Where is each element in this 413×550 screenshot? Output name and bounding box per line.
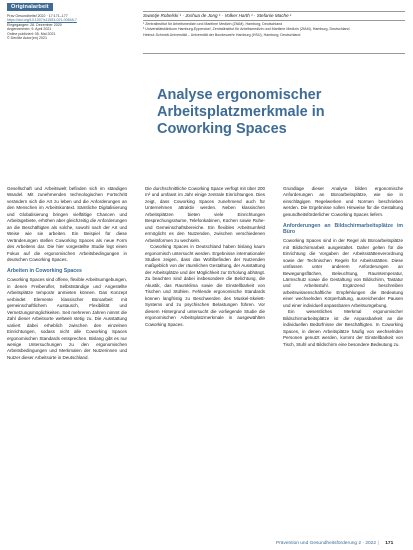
- meta-journal: Prav Gesundheitsf 2022 · 17:171–177: [7, 14, 68, 18]
- footer-separator: |: [378, 541, 380, 546]
- divider: [143, 20, 405, 21]
- page-number: 171: [385, 541, 394, 546]
- column-left: [7, 186, 127, 361]
- meta-copyright: © Der/die Autor(en) 2021: [7, 36, 48, 41]
- affiliations: [143, 22, 405, 38]
- paragraph: Gesellschaft und Arbeitswelt befinden sich im ständigen Wandel. Mit zunehmenden technologischen Fortschritt verändern sich die Art zu leben und die Anforderungen an den Menschen im Arbeitskontext. Sämtliche Digitalisierung und Globalisierung bringen vielfältige Chancen und Arbeitsgebiete, erhöhen aber gleichzeitig die Anforderungen an die Beschäftigten als solche, sowohl nach der Art und Weise wie sie arbeiten. Ein Beispiel für diese Veränderungen stellen Coworking Spaces als neue Form des Arbeitens dar. Die hier vorgestellte Studie legt einen Fokus auf die ergonomischen Arbeitsbedingungen in deutschen Coworking Spaces.: [7, 186, 127, 262]
- section-heading: Arbeiten in Coworking Spaces: [7, 268, 82, 275]
- journal-name: Prävention und Gesundheitsförderung 2 · 2022: [276, 541, 377, 546]
- authors-line: Swantje Robelski ¹ · Joshua de Jong ¹ · Volker Harth ¹ · Stefanie Mache ¹: [143, 13, 292, 18]
- meta-received: Eingegangen: 28. Dezember 2020: [7, 22, 62, 27]
- paragraph: Ein wesentliches Merkmal ergonomischer Bildschirmarbeitsplätze ist die Anpassbarkeit an die individuellen Bedürfnisse der Beschäftigten. In Coworking Spaces, in denen Arbeitsplätze häufig von wechselnden Personen genutzt werden, kommt der Einstellbarkeit von Tisch, Stuhl und Bildschirm eine besondere Bedeutung zu.: [283, 309, 403, 347]
- meta-published: Online publiziert: 05. Mai 2021: [7, 31, 56, 36]
- paragraph: Die durchschnittliche Coworking Space verfügt mit über 200 m² und umfasst im Jahr einige zentrale Einrichtungen. Dies zeigt, dass Coworking Spaces zunehmend auch für Unternehmen attraktiv werden. Neben klassischen Arbeitsplätzen bieten viele Einrichtungen Besprechungsräume, Telefonkabinen, Küchen sowie Ruhe- und Gemeinschaftsbereiche. Ein flexibles Arbeitsumfeld ermöglicht es den Nutzenden, zwischen verschiedenen Arbeitsformen zu wechseln.: [145, 186, 265, 243]
- divider: [143, 53, 405, 54]
- article-meta: [7, 14, 82, 40]
- affiliation-3: Helmut-Schmidt-Universität – Universität der Bundeswehr Hamburg (HSU), Hamburg, Deutschland: [143, 32, 301, 37]
- doi-link[interactable]: https://doi.org/10.1007/s11553-021-00848-7: [7, 18, 77, 23]
- section-heading: Anforderungen an Bildschirmarbeitsplätze im Büro: [283, 223, 403, 236]
- paragraph: Coworking Spaces sind in der Regel als Büroarbeitsplätze mit Bildschirmarbeit ausgestaltet. Daher gelten für die Einrichtung die Vorgaben der Arbeitsstättenverordnung sowie der Technischen Regeln für Arbeitsstätten. Diese umfassen unter anderem Anforderungen an Bewegungsflächen, Beleuchtung, Raumtemperatur, Lärmschutz sowie die Gestaltung von Bildschirm, Tastatur und Arbeitsstuhl. Ergänzend beschreiben arbeitswissenschaftliche Empfehlungen die Bedeutung einer wechselnden Körperhaltung, ausreichender Pausen und einer individuell anpassbaren Arbeitsumgebung.: [283, 238, 403, 308]
- article-title: Analyse ergonomischer Arbeitsplatzmerkmale in Coworking Spaces: [157, 87, 325, 137]
- affiliation-2: ² Universitätsklinikum Hamburg-Eppendorf, Zentralinstitut für Arbeitsmedizin und Maritime Medizin (ZfAM), Hamburg, Deutschland: [143, 27, 350, 32]
- page-footer: [276, 541, 393, 546]
- section-tag: Originalarbeit: [7, 3, 53, 11]
- column-right: [283, 186, 403, 348]
- paragraph: Coworking Spaces sind offene, flexible Arbeitsumgebungen, in denen Freiberufler, Selbstständige und Angestellte Arbeitsplätze temporär anmieten können. Das Konzept verbindet Elemente klassischer Büroarbeit mit gemeinschaftlichem Austausch, Flexibilität und Vernetzungsmöglichkeiten. Seit mehreren Jahren nimmt die Zahl dieser Arbeitsorte weltweit stetig zu. Die Ausstattung variiert dabei erheblich zwischen den einzelnen Einrichtungen, sodass nicht alle Coworking Spaces ergonomischen Standards entsprechen. Bislang gibt es nur wenige Untersuchungen zu den ergonomischen Arbeitsbedingungen und Merkmalen der Nutzerinnen und Nutzer dieser Arbeitsorte in Deutschland.: [7, 277, 127, 360]
- paragraph: Grundlage dieser Analyse bilden ergonomische Anforderungen an Büroarbeitsplätze, wie sie in einschlägigen Regelwerken und Normen beschrieben werden. Die Ergebnisse sollen Hinweise für die Gestaltung gesundheitsförderlicher Coworking Spaces liefern.: [283, 186, 403, 217]
- affiliation-1: ¹ Zentralinstitut für Arbeitsmedizin und Maritime Medizin (ZfAM), Hamburg, Deutschland: [143, 22, 283, 26]
- column-middle: [145, 186, 265, 328]
- paragraph: Coworking Spaces in Deutschland haben bislang kaum ergonomisch untersucht werden. Ergebnisse internationaler Studien zeigen, dass das Wohlbefinden der Nutzenden maßgeblich von der räumlichen Gestaltung, der Ausstattung der Arbeitsplätze und der Möglichkeit zur Erholung abhängt. Zu beachten sind dabei insbesondere die Belichtung, die Akustik, das Raumklima sowie die Einstellbarkeit von Tischen und Stühlen. Fehlende ergonomische Standards können langfristig zu Beschwerden des Muskel-Skelett-Systems und zu psychischen Belastungen führen. Vor diesem Hintergrund untersucht die vorliegende Studie die ergonomischen Arbeitsplatzmerkmale in ausgewählten Coworking Spaces.: [145, 244, 265, 327]
- divider: [143, 11, 405, 12]
- meta-accepted: Angenommen: 9. April 2021: [7, 27, 52, 32]
